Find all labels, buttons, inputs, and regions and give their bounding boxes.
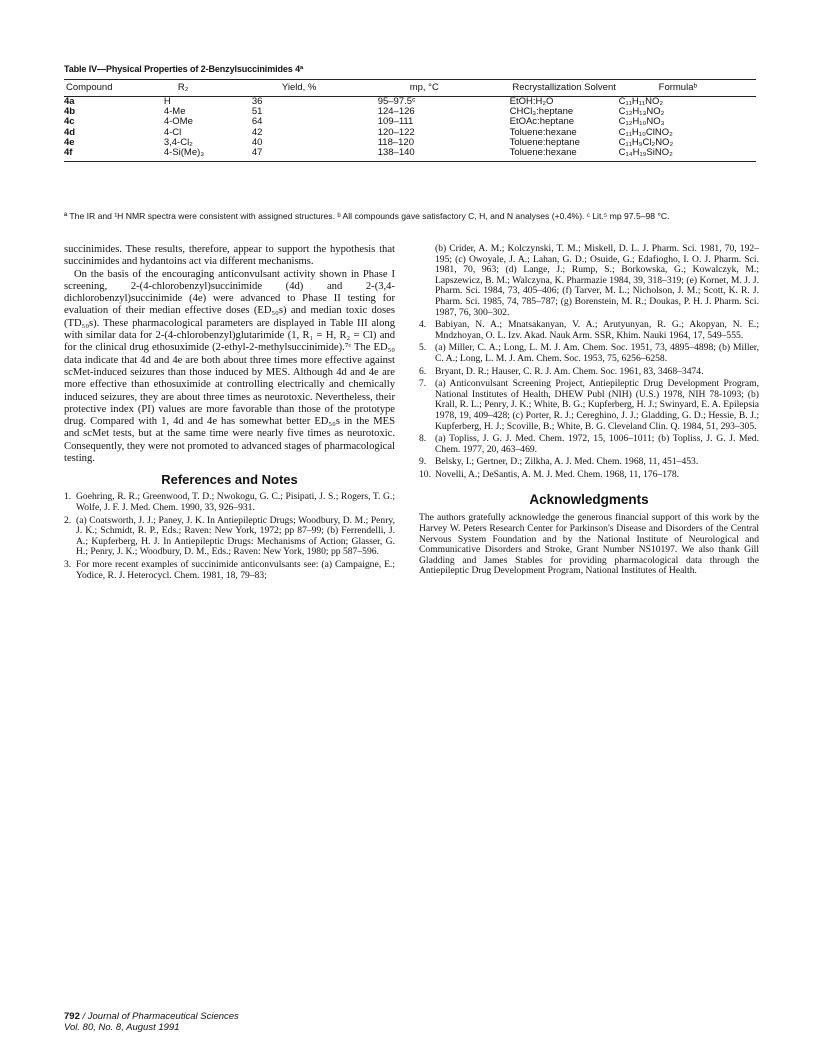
reference-text: (a) Miller, C. A.; Long, L. M. J. Am. Chem. Soc. 1951, 73, 4895–4898; (b) Miller, C. A.; Long, L. M. J. Am. Chem. Soc. 1953, 75, 6256–6258.	[435, 342, 759, 364]
reference-text: For more recent examples of succinimide anticonvulsants see: (a) Campaigne, E.; Yodice, R. J. Heterocycl. Chem. 1981, 18, 79–83;	[76, 558, 395, 581]
cell-yield: 36	[251, 96, 263, 107]
reference-item	[419, 457, 759, 468]
header-solvent: Recrystallization Solvent	[512, 82, 616, 93]
reference-text: Babiyan, N. A.; Mnatsakanyan, V. A.; Arutyunyan, R. G.; Akopyan, N. E.; Mndzhoyan, O. L. Izv. Akad. Nauk Arm. SSR, Khim. Nauki 1964, 17, 549–555.	[435, 319, 759, 341]
body-paragraph: On the basis of the encouraging anticonvulsant activity shown in Phase I screening, 2-(4-chlorobenzyl)succinimide (4d) and 2-(3,4-dichlorobenzyl)succinimide (4e) were advanced to Phase II testing for evaluation of their median effective doses (ED₅₀s) and median toxic doses (TD₅₀s). These pharmacological parameters are displayed in Table III along with similar data for 2-(4-chlorobenzyl)glutarimide (1, R₁ = H, R₂ = Cl) and for the clinical drug ethosuximide (2-ethyl-2-methylsuccinimide).⁷ᶜ The ED₅₀ data indicate that 4d and 4e are both about three times more effective against scMet-induced seizures than those induced by MES. Although 4d and 4e are more effective than ethosuximide at controlling electrically and chemically induced seizures, they are about three times as neurotoxic. Nevertheless, their protective index (PI) values are more favorable than those of the prototype drug. Compared with 1, 4d and 4e has somewhat better ED₅₀s in the MES and scMet tests, but at the same time were nearly five times as neurotoxic. Consequently, they were not promoted to advanced stages of pharmacological testing.	[64, 268, 395, 465]
reference-item	[64, 560, 395, 581]
header-formula: Formulaᵇ	[658, 82, 698, 93]
table-title: Table IV—Physical Properties of 2-Benzylsuccinimides 4ª	[64, 64, 304, 74]
reference-text: (a) Topliss, J. G. J. Med. Chem. 1972, 15, 1006–1011; (b) Topliss, J. G. J. Med. Chem. 1977, 20, 463–469.	[435, 433, 759, 455]
cell-solvent: EtOAc:heptane	[509, 116, 575, 128]
cell-compound: 4a	[64, 96, 75, 107]
table-footnote: ª The IR and ¹H NMR spectra were consistent with assigned structures. ᵇ All compounds gave satisfactory C, H, and N analyses (+0.4%). ᶜ Lit.⁵ mp 97.5–98 °C.	[64, 211, 670, 221]
cell-r2: 3,4-Cl₂	[163, 136, 193, 148]
reference-item	[419, 379, 759, 432]
cell-mp: 95–97.5ᶜ	[377, 96, 416, 107]
table-grid	[64, 80, 756, 158]
header-compound: Compound	[66, 82, 113, 93]
cell-r2: H	[163, 96, 171, 107]
cell-yield: 42	[251, 126, 263, 138]
references-list-right	[419, 244, 759, 480]
cell-mp: 120–122	[377, 126, 415, 138]
reference-number: 1.	[64, 491, 72, 503]
reference-number: 3.	[64, 558, 72, 570]
cell-formula: C₁₄H₁₉SiNO₂	[618, 147, 673, 159]
reference-item	[419, 343, 759, 364]
reference-item	[419, 320, 759, 341]
table-bottom-rule	[64, 161, 756, 162]
cell-compound: 4f	[64, 147, 73, 159]
header-r2: R₂	[177, 82, 189, 93]
properties-table	[64, 79, 756, 162]
cell-mp: 118–120	[377, 136, 414, 148]
acknowledgments-text: The authors gratefully acknowledge the generous financial support of this work by the Harvey W. Peters Research Center for Parkinson's Disease and Disorders of the Central Nervous System Foundation and by the National Institute of Neurological and Communicative Disorders and Stroke, Grant Number NS10197. We also thank Gill Gladding and James Stables for providing pharmacological data through the Antiepileptic Drug Development Program, National Institutes of Health.	[419, 512, 759, 577]
reference-text: Goehring, R. R.; Greenwood, T. D.; Nwokogu, G. C.; Pisipati, J. S.; Rogers, T. G.; Wolfe, J. F. J. Med. Chem. 1990, 33, 926–931.	[76, 491, 395, 513]
cell-solvent: EtOH:H₂O	[509, 96, 554, 107]
table-row	[64, 148, 756, 158]
body-paragraph: succinimides. These results, therefore, appear to support the hypothesis that succinimides and hydantoins act via different mechanisms.	[64, 244, 395, 268]
table-header-row	[64, 80, 756, 96]
cell-compound: 4e	[64, 136, 75, 148]
reference-item	[419, 244, 759, 318]
reference-text: Bryant, D. R.; Hauser, C. R. J. Am. Chem. Soc. 1961, 83, 3468–3474.	[435, 365, 704, 377]
reference-number: 9.	[419, 456, 427, 468]
cell-mp: 109–111	[377, 116, 414, 128]
reference-number: 6.	[419, 365, 427, 377]
cell-r2: 4-OMe	[163, 116, 193, 128]
journal-name: / Journal of Pharmaceutical Sciences	[79, 1011, 239, 1022]
cell-formula: C₁₂H₁₀NO₃	[618, 116, 665, 128]
reference-number: 5.	[419, 342, 427, 354]
footer-line	[64, 1011, 239, 1022]
reference-item	[419, 367, 759, 378]
reference-text: Novelli, A.; DeSantis, A. M. J. Med. Chem. 1968, 11, 176–178.	[435, 468, 680, 480]
journal-volume: Vol. 80, No. 8, August 1991	[64, 1022, 180, 1033]
reference-number: 4.	[419, 319, 427, 331]
page-footer	[64, 1011, 239, 1033]
reference-item	[64, 492, 395, 513]
reference-item	[419, 434, 759, 455]
reference-text: Belsky, I.; Gertner, D.; Zilkha, A. J. Med. Chem. 1968, 11, 451–453.	[435, 456, 699, 468]
cell-r2: 4-Cl	[163, 126, 182, 138]
left-column	[64, 244, 395, 583]
reference-number: 8.	[419, 433, 427, 445]
reference-item	[419, 470, 759, 481]
cell-mp: 124–126	[377, 106, 415, 118]
acknowledgments-heading: Acknowledgments	[529, 492, 649, 508]
header-yield: Yield, %	[281, 82, 317, 93]
reference-text: (a) Coatsworth, J. J.; Paney, J. K. In Antiepileptic Drugs; Woodbury, D. M.; Penry, J. K.; Schmidt, R. P., Eds.; Raven: New York, 1972; pp 87–99; (b) Ferrendelli, J. A.; Kupferberg, H. J. In Antiepileptic Drugs: Mechanisms of Action; Glasser, G. H.; Penry, J. K.; Woodbury, D. M., Eds.; Raven: New York, 1980; pp 587–596.	[76, 514, 395, 558]
reference-number: 7.	[419, 378, 427, 390]
cell-solvent: Toluene:hexane	[509, 147, 577, 159]
reference-number: 2.	[64, 514, 72, 526]
cell-formula: C₁₁H₁₁NO₂	[618, 96, 664, 107]
cell-yield: 47	[251, 147, 263, 159]
reference-number: 10.	[419, 468, 431, 480]
reference-text: (a) Anticonvulsant Screening Project, Antiepileptic Drug Development Program, National Institutes of Health, DHEW Publ (NIH) (U.S.) 1978, NIH 78-1093; (b) Krall, R. L.; Penry, J. K.; White, B. G.; Kupferberg, H. J.; Swinyard, E. A. Epilepsia 1978, 19, 409–428; (c) Porter, R. J.; Cereghino, J. J.; Gladding, G. D.; Hessie, B. J.; Kupferberg, H. J.; Scoville, B.; White, B. G. Cleveland Clin. Q. 1984, 51, 293–305.	[435, 378, 759, 432]
reference-item	[64, 516, 395, 558]
cell-compound: 4d	[64, 126, 76, 138]
cell-solvent: CHCl₃:heptane	[509, 106, 574, 118]
cell-mp: 138–140	[377, 147, 415, 159]
cell-yield: 40	[251, 136, 263, 148]
references-heading: References and Notes	[161, 472, 298, 488]
references-list-left	[64, 492, 395, 581]
cell-compound: 4b	[64, 106, 76, 118]
header-mp: mp, °C	[409, 82, 439, 93]
cell-r2: 4-Me	[163, 106, 186, 118]
page-number: 792	[64, 1011, 80, 1022]
cell-formula: C₁₂H₁₃NO₂	[618, 106, 665, 118]
cell-solvent: Toluene:hexane	[509, 126, 577, 138]
cell-r2: 4-Si(Me)₃	[163, 147, 205, 159]
cell-formula: C₁₁H₁₀ClNO₂	[618, 126, 673, 138]
cell-solvent: Toluene:heptane	[509, 136, 580, 148]
right-column	[419, 244, 759, 577]
reference-text: (b) Crider, A. M.; Kolczynski, T. M.; Miskell, D. L. J. Pharm. Sci. 1981, 70, 192–195; (c) Owoyale, J. A.; Lahan, G. D.; Osuide, G.; Edafiogho, I. O. J. Pharm. Sci. 1981, 70, 963; (d) Lange, J.; Rump, S.; Borkowska, G.; Kowalczyk, M.; Lapszewicz, B. M.; Walczyna, K. Pharmazie 1984, 39, 318–319; (e) Kornet, M. J. J. Pharm. Sci. 1984, 73, 405–406; (f) Tarver, M. L.; Nicholson, J. M.; Scott, K. R. J. Pharm. Sci. 1985, 74, 785–787; (g) Borenstein, M. R.; Doukas, P. H. J. Pharm. Sci. 1987, 76, 300–302.	[435, 243, 759, 318]
cell-yield: 64	[251, 116, 263, 128]
cell-compound: 4c	[64, 116, 75, 128]
cell-yield: 51	[251, 106, 263, 118]
cell-formula: C₁₁H₉Cl₂NO₂	[618, 136, 674, 148]
